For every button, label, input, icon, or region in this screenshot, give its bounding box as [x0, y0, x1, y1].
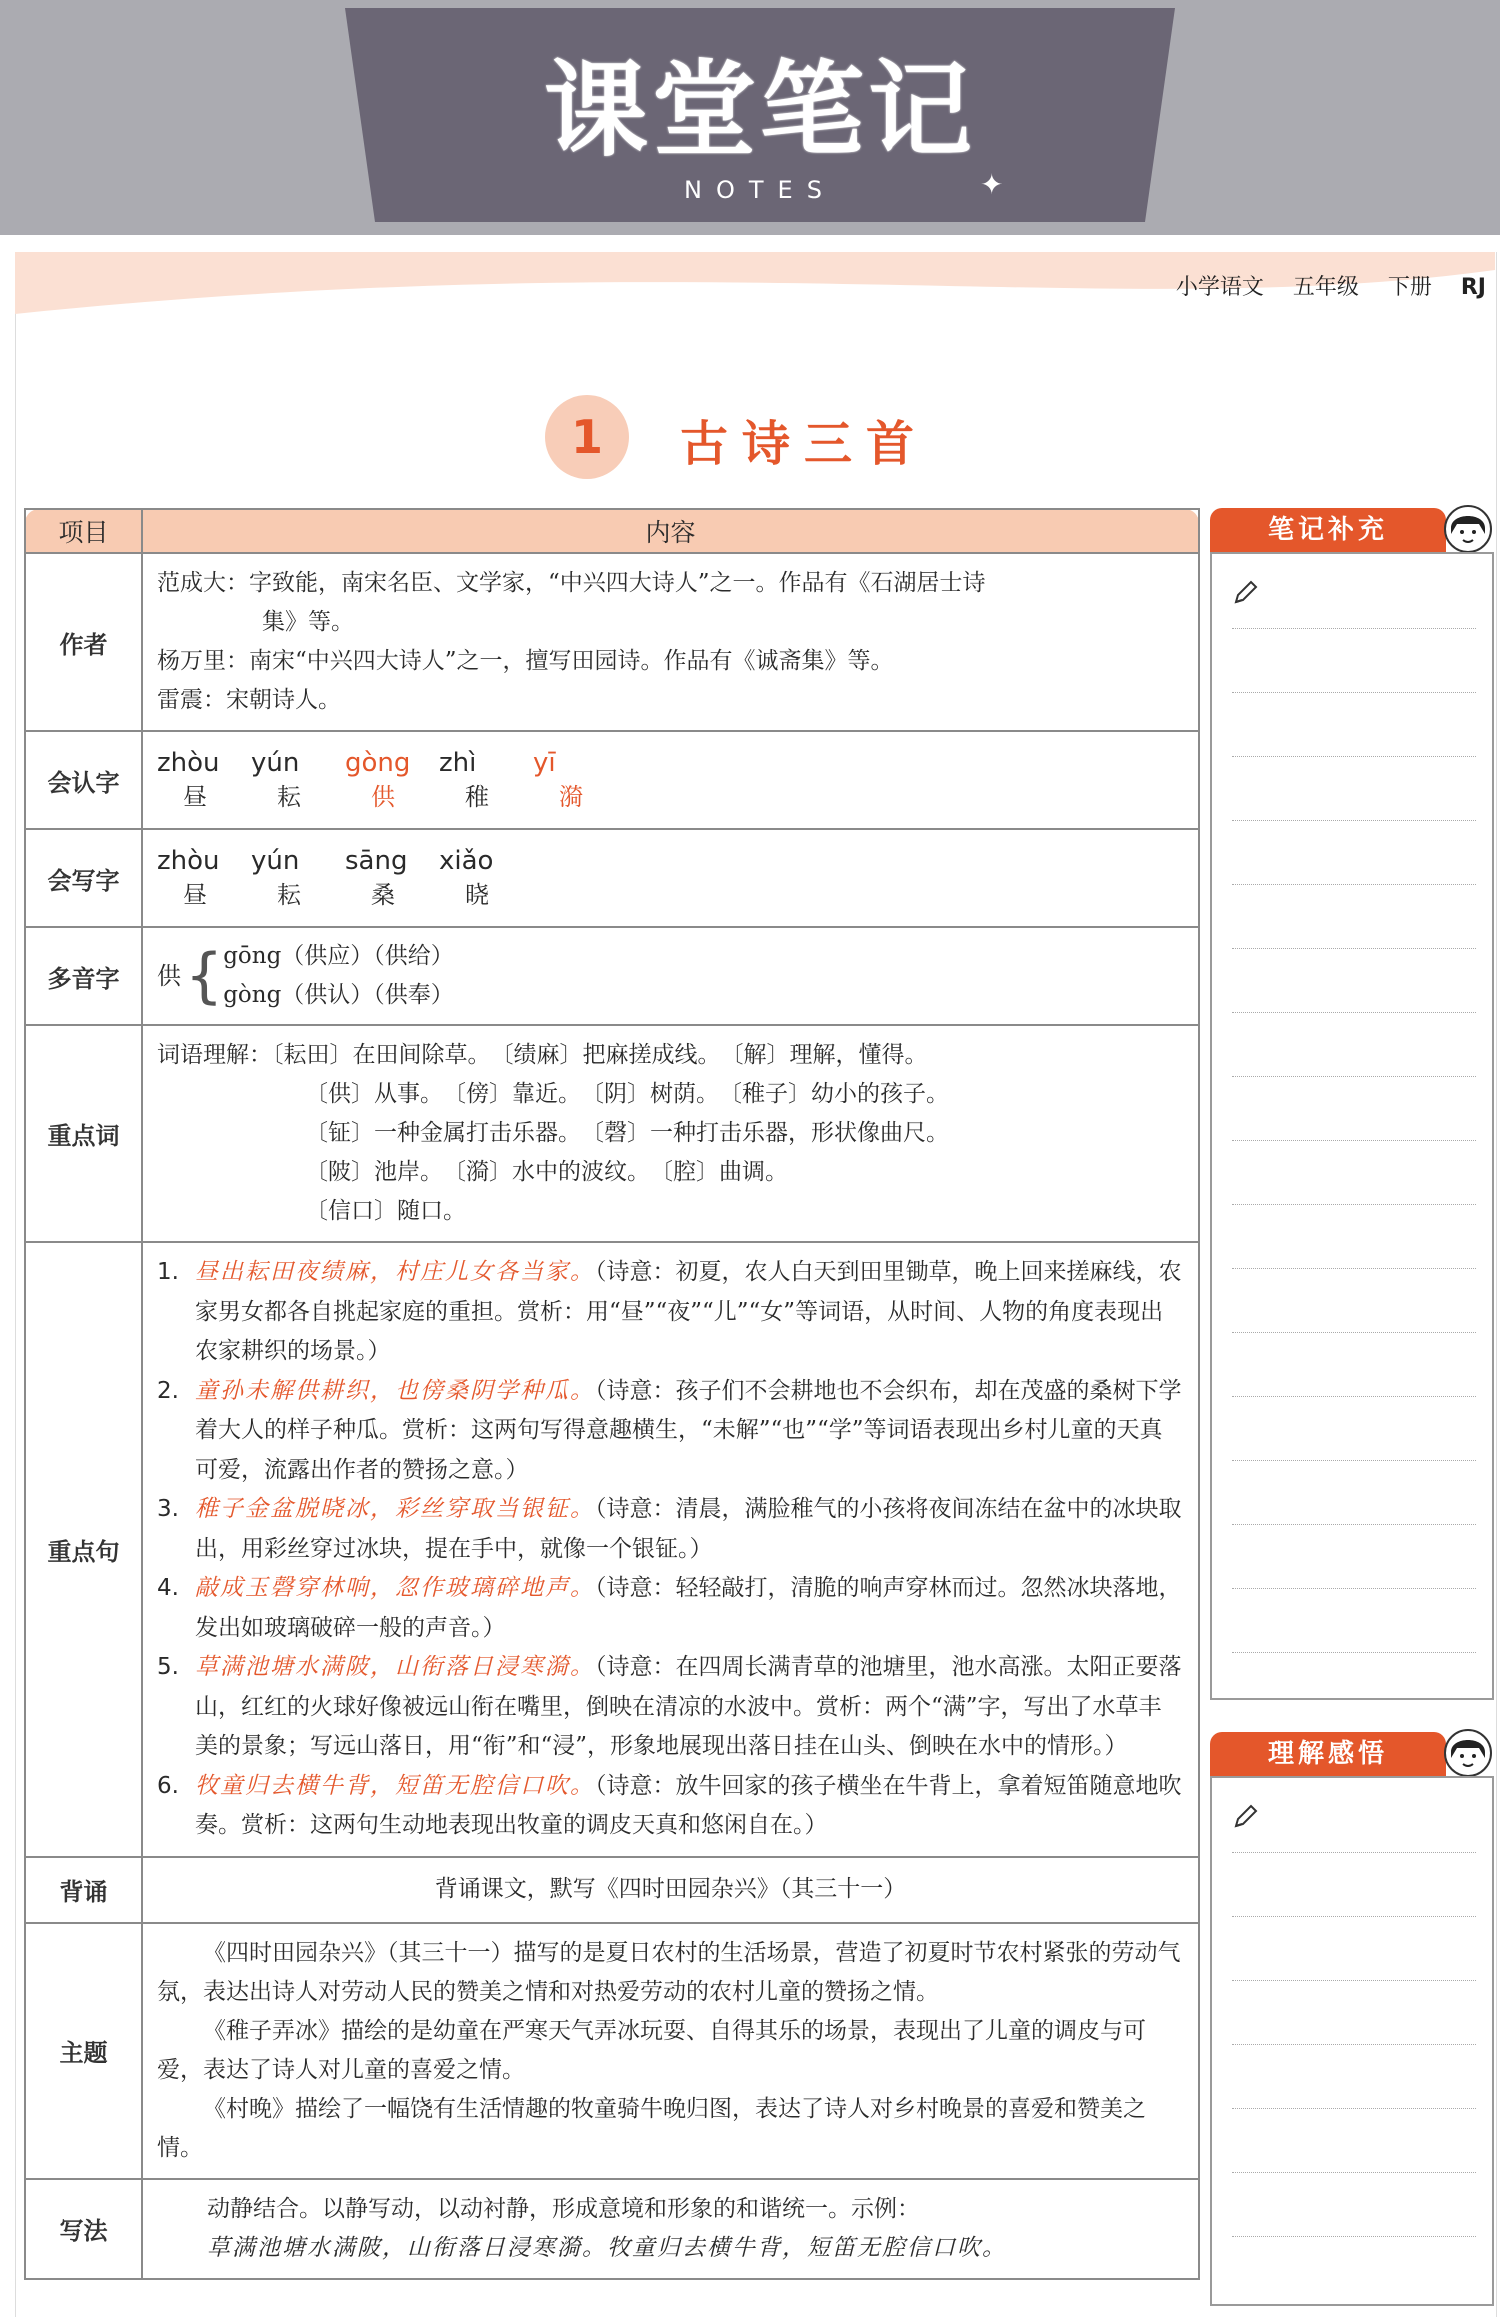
reflect-panel-title: 理解感悟: [1210, 1732, 1446, 1776]
sentence-item: [157, 1569, 1184, 1648]
recognize-pinyin: zhì: [439, 748, 477, 778]
sentence-number: 6.: [157, 1772, 179, 1799]
label-recognize: 会认字: [25, 731, 142, 829]
sentence-item: [157, 1372, 1184, 1491]
recognize-char: 稚: [465, 783, 489, 811]
note-line: [1232, 1332, 1476, 1333]
note-line: [1232, 2236, 1476, 2237]
sentence-number: 2.: [157, 1377, 179, 1404]
polyphone-group: [157, 937, 1184, 1015]
author-line-3: 雷震：宋朝诗人。: [157, 687, 341, 713]
notes-panel-title: 笔记补充: [1210, 508, 1446, 552]
note-line: [1232, 692, 1476, 693]
pencil-icon: [1230, 1802, 1260, 1832]
author-line-2: 杨万里：南宋“中兴四大诗人”之一，擅写田园诗。作品有《诚斋集》等。: [157, 648, 894, 674]
keywords-line: 〔信口〕随口。: [305, 1198, 466, 1224]
method-example: 草满池塘水满陂，山衔落日浸寒漪。牧童归去横牛背，短笛无腔信口吹。: [207, 2234, 1007, 2261]
recognize-pinyin: zhòu: [157, 748, 220, 778]
sentence-verse: 昼出耘田夜绩麻，村庄儿女各当家。: [195, 1259, 595, 1285]
row-recite: [25, 1857, 1199, 1923]
table-header-row: [25, 509, 1199, 553]
sentence-number: 3.: [157, 1496, 179, 1522]
note-line: [1232, 1588, 1476, 1589]
label-author: 作者: [25, 553, 142, 731]
sparkle-icon: ✦: [980, 168, 1004, 201]
keywords-line: 〔供〕从事。 〔傍〕靠近。 〔阴〕树荫。 〔稚子〕幼小的孩子。: [305, 1081, 949, 1107]
label-method: 写法: [25, 2179, 142, 2279]
note-line: [1232, 756, 1476, 757]
sentence-number: 4.: [157, 1575, 179, 1601]
author-content: [142, 553, 1199, 731]
row-theme: [25, 1923, 1199, 2179]
note-line: [1232, 1524, 1476, 1525]
keywords-line: 〔钲〕一种金属打击乐器。 〔磬〕一种打击乐器，形状像曲尺。: [305, 1120, 949, 1146]
theme-paragraph: 《稚子弄冰》描绘的是幼童在严寒天气弄冰玩耍、自得其乐的场景，表现出了儿童的调皮与可爱，表达了诗人对儿童的喜爱之情。: [157, 2017, 1146, 2083]
keywords-line: 〔陂〕池岸。 〔漪〕水中的波纹。 〔腔〕曲调。: [305, 1159, 788, 1185]
polyphone-reading-1: gōng（供应）（供给）: [223, 943, 454, 969]
note-line: [1232, 820, 1476, 821]
sentence-note: （诗意：放牛回家的孩子横坐在牛背上，拿着短笛随意地吹奏。赏析：这两句生动地表现出牧童的调皮天真和悠闲自在。）: [195, 1772, 1182, 1838]
write-content: [142, 829, 1199, 927]
label-polyphone: 多音字: [25, 927, 142, 1025]
method-content: [142, 2179, 1199, 2279]
label-sentences: 重点句: [25, 1242, 142, 1857]
sentence-item: [157, 1648, 1184, 1767]
row-method: [25, 2179, 1199, 2279]
sentence-verse: 牧童归去横牛背，短笛无腔信口吹。: [195, 1772, 595, 1799]
reflect-writing-area[interactable]: [1210, 1776, 1494, 2306]
note-line: [1232, 948, 1476, 949]
recognize-pinyin: gòng: [345, 748, 411, 778]
row-sentences: [25, 1242, 1199, 1857]
label-keywords: 重点词: [25, 1025, 142, 1242]
sentence-verse: 童孙未解供耕织，也傍桑阴学种瓜。: [195, 1377, 595, 1404]
theme-paragraph: 《村晚》描绘了一幅饶有生活情趣的牧童骑牛晚归图，表达了诗人对乡村晚景的喜爱和赞美之情。: [157, 2095, 1146, 2161]
meta-subject: 小学语文: [1175, 275, 1264, 300]
sentence-note: （诗意：轻轻敲打，清脆的响声穿林而过。忽然冰块落地，发出如玻璃破碎一般的声音。）: [195, 1575, 1182, 1641]
sentence-item: [157, 1490, 1184, 1569]
label-write: 会写字: [25, 829, 142, 927]
recognize-content: [142, 731, 1199, 829]
label-theme: 主题: [25, 1923, 142, 2179]
polyphone-char: 供: [157, 961, 181, 990]
theme-content: [142, 1923, 1199, 2179]
sentence-number: 1.: [157, 1259, 179, 1285]
lesson-title: 古诗三首: [680, 416, 929, 472]
sentence-item: [157, 1253, 1184, 1372]
write-pinyin-row: [157, 844, 1184, 878]
sentence-note: （诗意：清晨，满脸稚气的小孩将夜间冻结在盆中的冰块取出，用彩丝穿过冰块，提在手中，就像一个银钲。）: [195, 1496, 1182, 1562]
recognize-pinyin: yī: [533, 748, 556, 778]
write-pinyin: yún: [251, 846, 300, 876]
note-line: [1232, 1460, 1476, 1461]
note-line: [1232, 2172, 1476, 2173]
write-pinyin: sāng: [345, 846, 408, 876]
polyphone-content: [142, 927, 1199, 1025]
note-line: [1232, 1140, 1476, 1141]
sentence-verse: 草满池塘水满陂，山衔落日浸寒漪。: [195, 1654, 595, 1680]
keywords-content: [142, 1025, 1199, 1242]
write-char-row: [157, 878, 1184, 912]
recognize-char: 耘: [277, 783, 301, 811]
row-author: [25, 553, 1199, 731]
meta-grade: 五年级: [1292, 275, 1359, 300]
banner-title: 课堂笔记: [543, 49, 976, 171]
note-line: [1232, 1076, 1476, 1077]
banner-subtitle: NOTES: [684, 176, 836, 204]
polyphone-reading-2: gòng（供认）（供奉）: [223, 982, 454, 1008]
note-line: [1232, 1652, 1476, 1653]
note-line: [1232, 2044, 1476, 2045]
header-content: 内容: [142, 509, 1199, 553]
book-meta: [1154, 270, 1486, 301]
row-recognize: [25, 731, 1199, 829]
meta-edition: RJ: [1460, 275, 1486, 300]
note-line: [1232, 1012, 1476, 1013]
sentences-content: [142, 1242, 1199, 1857]
label-recite: 背诵: [25, 1857, 142, 1923]
write-char: 桑: [371, 881, 395, 909]
recite-content: 背诵课文，默写《四时田园杂兴》（其三十一）: [142, 1857, 1199, 1923]
write-char: 昼: [183, 881, 207, 909]
student-avatar-icon: [1443, 504, 1493, 554]
sentence-note: （诗意：初夏，农人白天到田里锄草，晚上回来搓麻线，农家男女都各自挑起家庭的重担。赏析：用“昼”“夜”“儿”“女”等词语，从时间、人物的角度表现出农家耕织的场景。）: [195, 1259, 1182, 1364]
author-line-1b: 集》等。: [262, 609, 354, 635]
recognize-pinyin: yún: [251, 748, 300, 778]
lesson-number: 1: [545, 395, 629, 479]
sentence-item: [157, 1767, 1184, 1846]
note-line: [1232, 2108, 1476, 2109]
polyphone-readings: [223, 937, 454, 1015]
sentence-number: 5.: [157, 1654, 179, 1680]
note-line: [1232, 884, 1476, 885]
row-polyphone: [25, 927, 1199, 1025]
recognize-char: 供: [371, 783, 395, 811]
write-pinyin: zhòu: [157, 846, 220, 876]
write-pinyin: xiǎo: [439, 846, 494, 876]
pencil-icon: [1230, 578, 1260, 608]
theme-paragraph: 《四时田园杂兴》（其三十一）描写的是夏日农村的生活场景，营造了初夏时节农村紧张的劳动气氛，表达出诗人对劳动人民的赞美之情和对热爱劳动的农村儿童的赞扬之情。: [157, 1939, 1181, 2005]
recognize-char: 漪: [559, 783, 583, 811]
note-line: [1232, 628, 1476, 629]
header-item: 项目: [25, 509, 142, 553]
note-line: [1232, 1852, 1476, 1853]
row-keywords: [25, 1025, 1199, 1242]
method-line: 动静结合。以静写动，以动衬静，形成意境和形象的和谐统一。示例：: [207, 2195, 920, 2222]
recognize-pinyin-row: [157, 746, 1184, 780]
student-avatar-icon: [1443, 1728, 1493, 1778]
note-line: [1232, 1268, 1476, 1269]
recognize-char: 昼: [183, 783, 207, 811]
brace-icon: {: [185, 941, 224, 1011]
sentence-note: （诗意：在四周长满青草的池塘里，池水高涨。太阳正要落山，红红的火球好像被远山衔在嘴里，倒映在清凉的水波中。赏析：两个“满”字，写出了水草丰美的景象；写远山落日，用“衔”和“浸”，形象地展现出落日挂在山头、倒映在水中的情形。）: [195, 1654, 1182, 1759]
note-line: [1232, 1980, 1476, 1981]
meta-volume: 下册: [1387, 275, 1432, 300]
banner: [345, 8, 1175, 222]
sentence-note: （诗意：孩子们不会耕地也不会织布，却在茂盛的桑树下学着大人的样子种瓜。赏析：这两句写得意趣横生，“未解”“也”“学”等词语表现出乡村儿童的天真可爱，流露出作者的赞扬之意。）: [195, 1377, 1182, 1483]
note-line: [1232, 1396, 1476, 1397]
sentence-verse: 稚子金盆脱晓冰，彩丝穿取当银钲。: [195, 1496, 595, 1522]
keywords-line: 词语理解：〔耘田〕在田间除草。 〔绩麻〕把麻搓成线。 〔解〕理解，懂得。: [157, 1042, 928, 1068]
author-line-1: 范成大：字致能，南宋名臣、文学家，“中兴四大诗人”之一。作品有《石湖居士诗: [157, 570, 986, 596]
recognize-char-row: [157, 780, 1184, 814]
write-char: 耘: [277, 881, 301, 909]
sentence-verse: 敲成玉磬穿林响，忽作玻璃碎地声。: [195, 1575, 595, 1601]
note-line: [1232, 1204, 1476, 1205]
row-write: [25, 829, 1199, 927]
notes-writing-area[interactable]: [1210, 552, 1494, 1700]
notes-table: [24, 508, 1200, 2280]
note-line: [1232, 1916, 1476, 1917]
write-char: 晓: [465, 881, 489, 909]
